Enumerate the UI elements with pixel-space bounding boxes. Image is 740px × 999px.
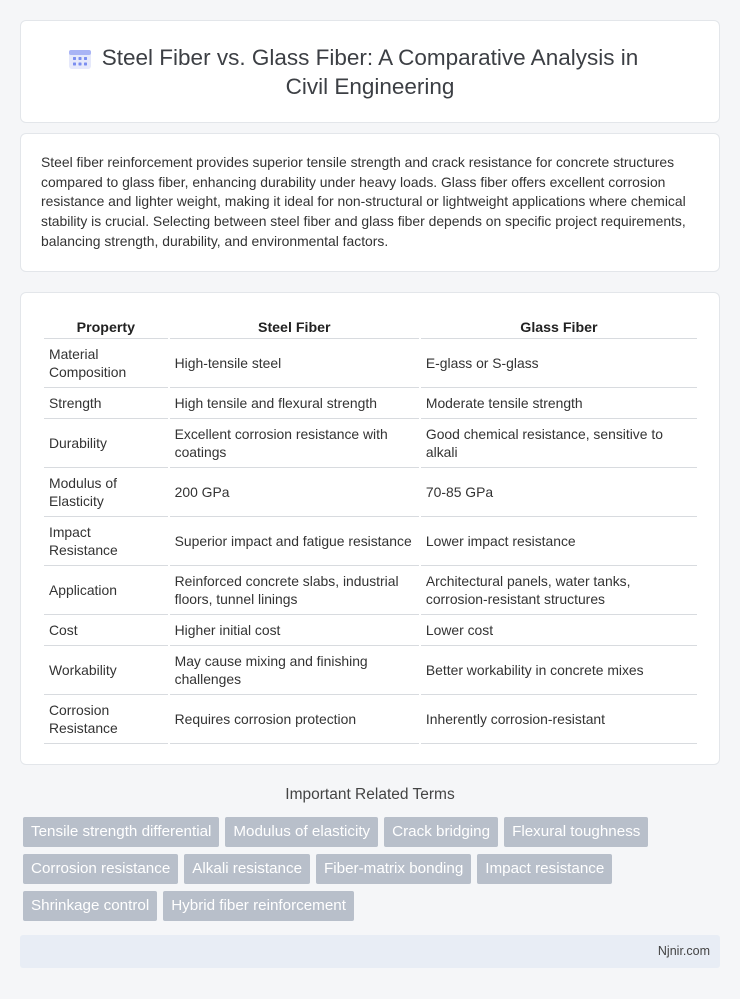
property-cell: Impact Resistance [44,517,168,566]
table-header-row [44,315,697,339]
table-row [44,468,697,517]
table-row [44,566,697,615]
related-term-tag[interactable]: Crack bridging [384,817,498,847]
page-title [21,43,719,101]
related-terms-heading: Important Related Terms [285,786,455,803]
table-row [44,695,697,744]
glass-fiber-cell: Inherently corrosion-resistant [421,695,697,744]
table-row [44,517,697,566]
related-term-tag[interactable]: Alkali resistance [184,854,310,884]
glass-fiber-cell: Lower impact resistance [421,517,697,566]
related-term-tag[interactable]: Flexural toughness [504,817,648,847]
property-cell: Strength [44,388,168,419]
comparison-table-card [20,292,720,765]
table-row [44,646,697,695]
table-row [44,339,697,388]
related-terms-list [23,817,713,921]
steel-fiber-cell: Requires corrosion protection [170,695,419,744]
summary-text: Steel fiber reinforcement provides superior tensile strength and crack resistance for concrete structures compared to glass fiber, enhancing durability under heavy loads. Glass fiber offers excellent corrosion resistance and lighter weight, making it ideal for non-structural or lightweight applications where chemical stability is crucial. Selecting between steel fiber and glass fiber depends on specific project requirements, balancing strength, durability, and environmental factors. [41,154,686,249]
steel-fiber-cell: Excellent corrosion resistance with coatings [170,419,419,468]
glass-fiber-cell: Architectural panels, water tanks, corrosion-resistant structures [421,566,697,615]
steel-fiber-cell: Superior impact and fatigue resistance [170,517,419,566]
related-term-tag[interactable]: Shrinkage control [23,891,157,921]
property-cell: Modulus of Elasticity [44,468,168,517]
property-cell: Workability [44,646,168,695]
related-term-tag[interactable]: Corrosion resistance [23,854,178,884]
steel-fiber-cell: May cause mixing and finishing challenges [170,646,419,695]
glass-fiber-cell: Good chemical resistance, sensitive to alkali [421,419,697,468]
steel-fiber-cell: 200 GPa [170,468,419,517]
related-term-tag[interactable]: Impact resistance [477,854,612,884]
steel-fiber-cell: High-tensile steel [170,339,419,388]
glass-fiber-cell: Moderate tensile strength [421,388,697,419]
property-cell: Material Composition [44,339,168,388]
steel-fiber-cell: Reinforced concrete slabs, industrial floors, tunnel linings [170,566,419,615]
table-row [44,419,697,468]
related-term-tag[interactable]: Tensile strength differential [23,817,219,847]
column-header-property: Property [44,315,168,339]
related-term-tag[interactable]: Hybrid fiber reinforcement [163,891,354,921]
column-header-glass-fiber: Glass Fiber [421,315,697,339]
page-title-line-2: Civil Engineering [285,74,455,99]
property-cell: Corrosion Resistance [44,695,168,744]
property-cell: Application [44,566,168,615]
property-cell: Durability [44,419,168,468]
steel-fiber-cell: Higher initial cost [170,615,419,646]
glass-fiber-cell: E-glass or S-glass [421,339,697,388]
footer [20,935,720,968]
glass-fiber-cell: Better workability in concrete mixes [421,646,697,695]
glass-fiber-cell: 70-85 GPa [421,468,697,517]
related-term-tag[interactable]: Fiber-matrix bonding [316,854,471,884]
related-term-tag[interactable]: Modulus of elasticity [225,817,378,847]
glass-fiber-cell: Lower cost [421,615,697,646]
page-title-line-1: Steel Fiber vs. Glass Fiber: A Comparative Analysis in [101,45,639,70]
summary-card [20,133,720,272]
property-cell: Cost [44,615,168,646]
table-row [44,615,697,646]
column-header-steel-fiber: Steel Fiber [170,315,419,339]
steel-fiber-cell: High tensile and flexural strength [170,388,419,419]
table-row [44,388,697,419]
footer-site-name[interactable]: Njnir.com [657,944,710,958]
title-card [20,20,720,123]
comparison-table [42,315,699,744]
